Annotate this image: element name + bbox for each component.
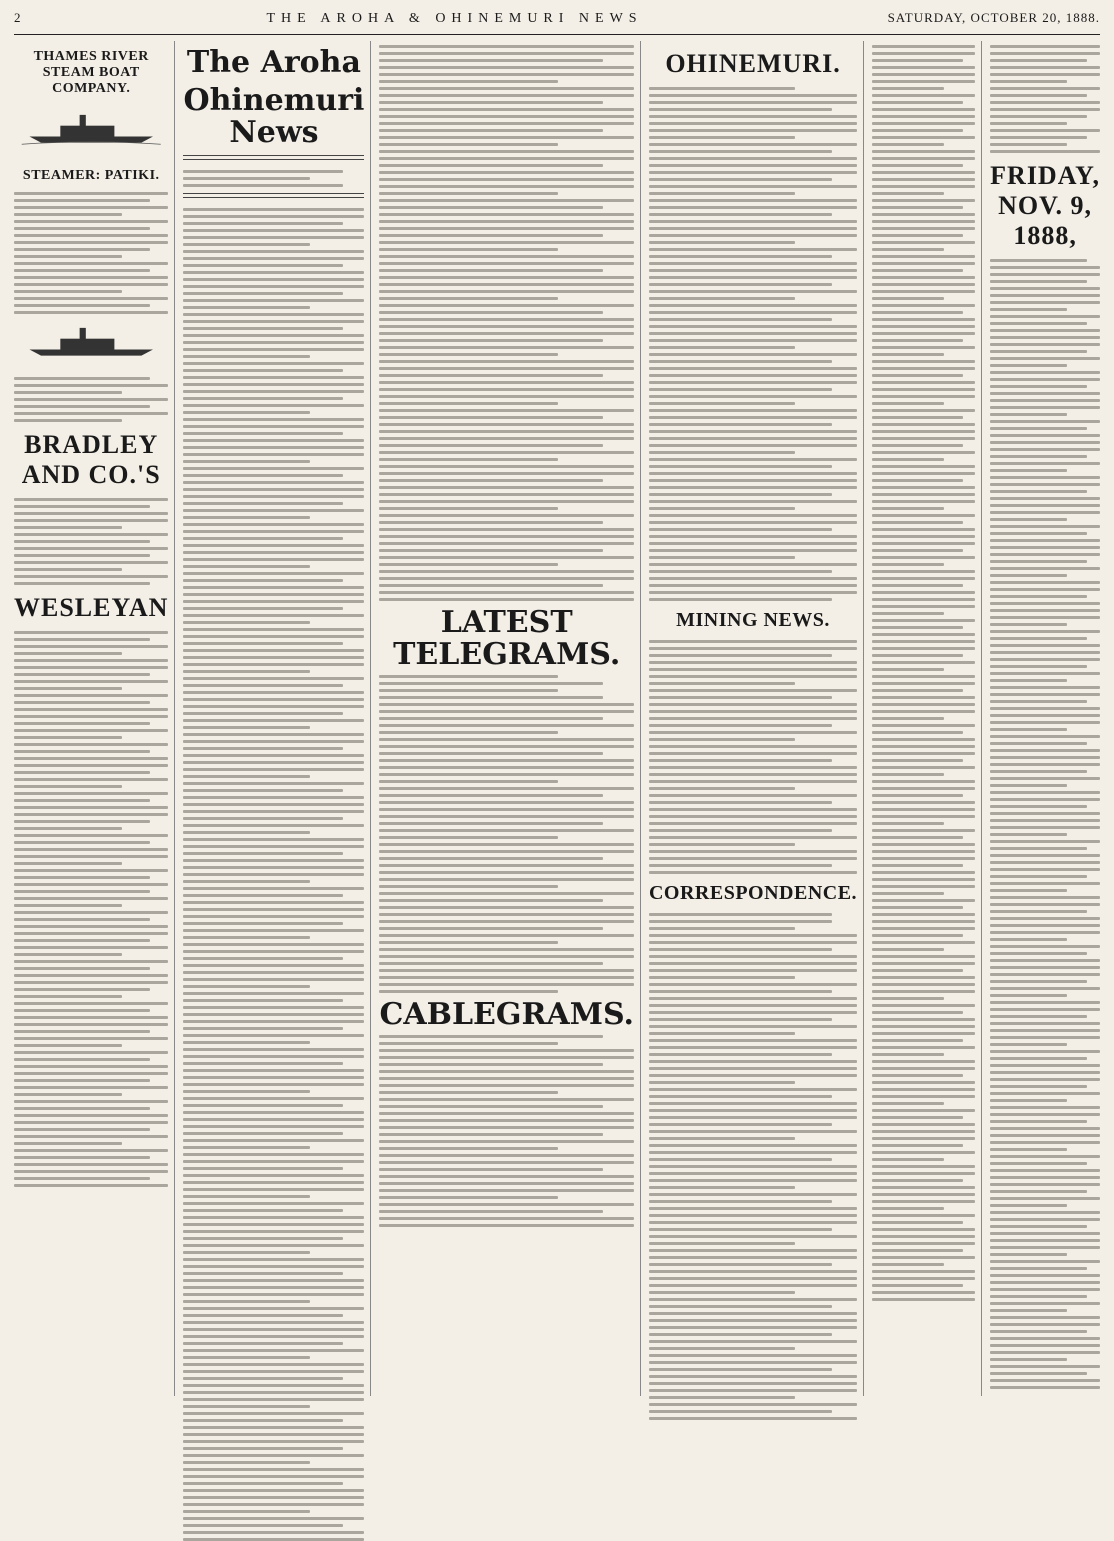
- heading: LATEST TELEGRAMS.: [393, 605, 621, 672]
- leading-article: [183, 204, 364, 1541]
- text-block: [990, 255, 1100, 1389]
- heading: FRIDAY, NOV. 9, 1888,: [990, 161, 1100, 250]
- text-block: [872, 846, 975, 1301]
- column-6: [990, 41, 1100, 1396]
- text-block: [379, 671, 634, 993]
- running-head: [14, 10, 1100, 35]
- heading: WESLEYAN: [14, 593, 169, 622]
- heading: OHINEMURI.: [665, 49, 841, 78]
- text-block: [990, 41, 1100, 153]
- column-1: [14, 41, 175, 1396]
- text-block: [649, 83, 857, 601]
- text-block: [183, 166, 364, 187]
- column-2: [183, 41, 371, 1396]
- heading: CORRESPONDENCE.: [648, 882, 858, 904]
- text-block: [14, 188, 168, 314]
- text-block: [379, 41, 634, 601]
- text-block: [872, 41, 975, 846]
- heading: STEAMER: PATIKI.: [22, 168, 160, 183]
- paper-title: THE AROHA & OHINEMURI NEWS: [266, 11, 643, 26]
- masthead-aroha: The Aroha: [186, 45, 361, 80]
- text-block: [649, 636, 857, 874]
- page-number: 2: [14, 10, 22, 25]
- column-5: [872, 41, 982, 1396]
- column-4: [649, 41, 864, 1396]
- text-block: [14, 627, 168, 1187]
- steamboat-illustration: [14, 318, 168, 364]
- text-block: [649, 909, 857, 1420]
- heading: MINING NEWS.: [676, 609, 830, 631]
- text-block: [14, 373, 168, 422]
- text-block: [379, 1031, 634, 1227]
- heading: THAMES RIVER STEAM BOAT COMPANY.: [33, 49, 149, 96]
- issue-date: SATURDAY, OCTOBER 20, 1888.: [887, 10, 1100, 25]
- column-3: [379, 41, 641, 1396]
- steamboat-illustration: [14, 105, 168, 151]
- text-block: [14, 494, 168, 585]
- heading: CABLEGRAMS.: [379, 997, 634, 1032]
- masthead-ohinemuri-news: Ohinemuri News: [183, 83, 365, 150]
- heading: BRADLEY AND CO.'S: [21, 430, 161, 489]
